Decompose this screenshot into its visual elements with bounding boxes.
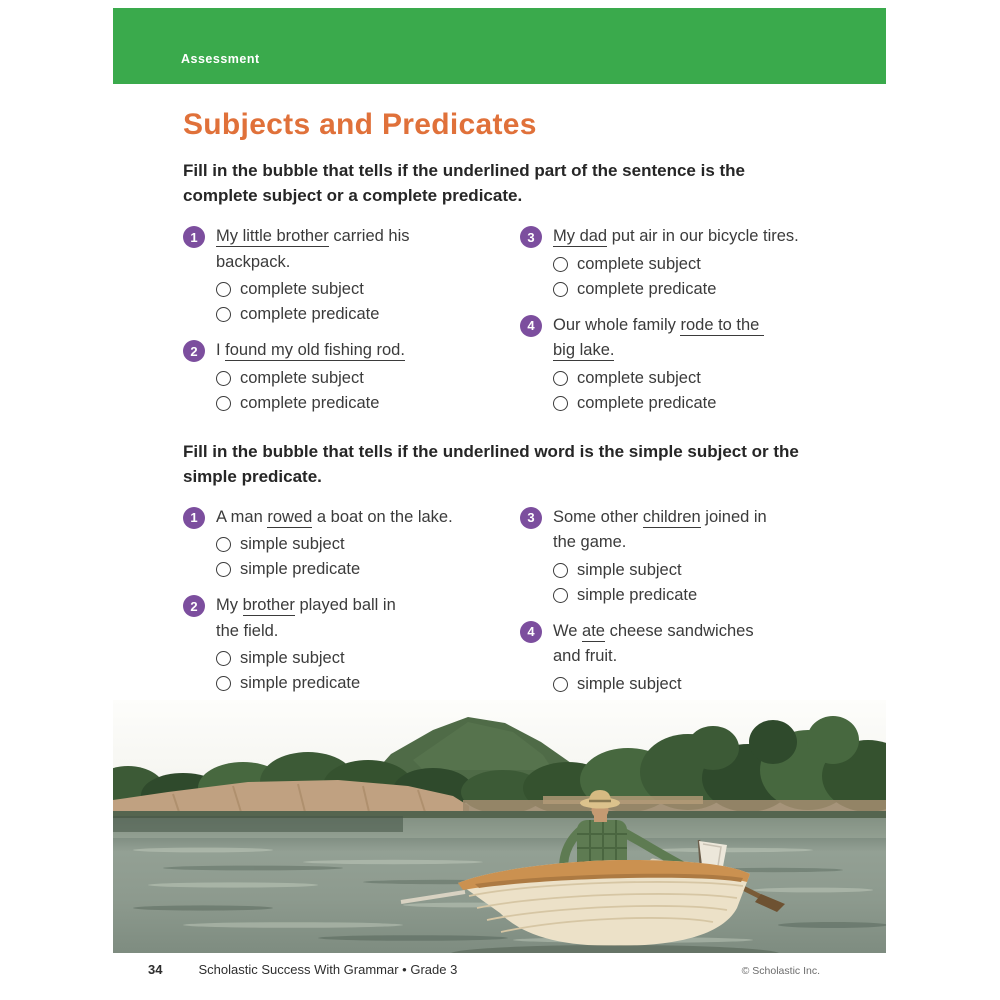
question-sentence [553, 313, 764, 364]
section2-right-column [520, 505, 851, 733]
question-sentence [216, 593, 396, 644]
question-number-badge: 4 [520, 315, 542, 337]
answer-option-label: complete subject [577, 254, 701, 273]
answer-option[interactable] [216, 277, 410, 302]
section1-questions [183, 224, 851, 427]
sentence-line [553, 530, 767, 556]
sentence-line [553, 313, 764, 339]
sentence-text: played ball in [294, 596, 396, 614]
radio-bubble-icon[interactable] [553, 282, 568, 297]
answer-options [553, 366, 764, 416]
sentence-text: and fruit. [553, 647, 618, 665]
underlined-phrase: brother [242, 596, 295, 614]
question-number-badge: 2 [183, 340, 205, 362]
sentence-text: carried his [328, 227, 410, 245]
answer-option[interactable] [216, 646, 396, 671]
question-sentence [216, 224, 410, 275]
section2-left-column [183, 505, 520, 733]
answer-option-label: simple predicate [240, 560, 361, 578]
answer-option-label: simple subject [240, 535, 345, 553]
answer-option[interactable] [553, 366, 764, 391]
question-sentence [216, 505, 453, 531]
sentence-line [216, 505, 453, 531]
question-body [553, 313, 764, 416]
question [183, 593, 520, 696]
sentence-text: I [216, 341, 226, 359]
underlined-phrase: big lake. [553, 341, 615, 359]
radio-bubble-icon[interactable] [216, 676, 231, 691]
question-number-badge: 2 [183, 595, 205, 617]
underlined-phrase: children [642, 507, 701, 526]
question-sentence [553, 505, 767, 556]
answer-option-label: complete predicate [577, 393, 717, 412]
answer-option-label: complete predicate [240, 393, 380, 412]
worksheet-content [183, 108, 851, 733]
answer-option[interactable] [216, 366, 405, 391]
answer-options [216, 366, 405, 416]
radio-bubble-icon[interactable] [216, 537, 231, 552]
sentence-line [216, 250, 410, 276]
underlined-phrase: ate [582, 621, 605, 640]
answer-options [553, 252, 799, 302]
question [183, 505, 520, 583]
sentence-line [216, 224, 410, 250]
answer-option-label: complete predicate [577, 279, 717, 298]
radio-bubble-icon[interactable] [553, 371, 568, 386]
section1-left-column [183, 224, 520, 427]
question-body [216, 505, 453, 583]
question [183, 338, 520, 416]
underlined-phrase: rode to the [680, 315, 764, 334]
question [520, 224, 851, 302]
underlined-phrase: My dad [553, 227, 608, 245]
sentence-line [216, 619, 396, 645]
radio-bubble-icon[interactable] [553, 396, 568, 411]
answer-option[interactable] [553, 277, 799, 302]
sentence-text: A man [216, 507, 268, 526]
section2-instructions: Fill in the bubble that tells if the underlined word is the simple subject or the simple predicate. [183, 441, 799, 486]
answer-option-label: complete subject [240, 280, 364, 298]
sentence-line [553, 619, 754, 645]
answer-options [553, 558, 767, 608]
assessment-header-band [113, 8, 886, 84]
page-title: Subjects and Predicates [183, 108, 537, 141]
question-number-badge: 1 [183, 226, 205, 248]
answer-option[interactable] [553, 558, 767, 583]
answer-option-label: simple predicate [577, 585, 698, 604]
answer-option[interactable] [216, 532, 453, 557]
sentence-text: put air in our bicycle tires. [607, 227, 799, 245]
answer-options [216, 532, 453, 582]
sentence-line [216, 593, 396, 619]
sentence-text: My [216, 596, 243, 614]
sentence-text: the game. [553, 533, 627, 551]
answer-option-label: complete subject [240, 368, 364, 387]
answer-option[interactable] [553, 391, 764, 416]
radio-bubble-icon[interactable] [216, 651, 231, 666]
page-footer [113, 962, 886, 977]
question-body [553, 224, 799, 302]
assessment-label: Assessment [181, 52, 260, 66]
question-body [216, 338, 405, 416]
question-number-badge: 1 [183, 507, 205, 529]
sentence-line [553, 224, 799, 250]
radio-bubble-icon[interactable] [553, 563, 568, 578]
book-title: Scholastic Success With Grammar • Grade 3 [198, 962, 458, 977]
answer-option-label: complete subject [577, 368, 701, 387]
radio-bubble-icon[interactable] [553, 588, 568, 603]
answer-option[interactable] [216, 391, 405, 416]
radio-bubble-icon[interactable] [553, 677, 568, 692]
answer-options [216, 646, 396, 696]
sentence-text: Some other [553, 507, 643, 526]
section2-questions [183, 505, 851, 733]
lake-rowboat-photo [113, 700, 886, 953]
sentence-line [553, 505, 767, 531]
sentence-text: Our whole family [553, 315, 681, 334]
radio-bubble-icon[interactable] [216, 396, 231, 411]
answer-option[interactable] [553, 252, 799, 277]
question-sentence [553, 619, 754, 670]
question-body [216, 593, 396, 696]
question-body [216, 224, 410, 327]
answer-option[interactable] [216, 671, 396, 696]
question-sentence [216, 338, 405, 364]
sentence-text: backpack. [216, 252, 291, 271]
sentence-text: We [553, 621, 583, 640]
radio-bubble-icon[interactable] [553, 257, 568, 272]
question-number-badge: 3 [520, 226, 542, 248]
answer-option[interactable] [553, 672, 754, 697]
answer-option[interactable] [216, 557, 453, 582]
sentence-text: a boat on the lake. [312, 507, 453, 526]
sentence-text: joined in [700, 507, 767, 526]
section1-instructions: Fill in the bubble that tells if the underlined part of the sentence is the complete subject or a complete predicate. [183, 161, 745, 205]
question-number-badge: 3 [520, 507, 542, 529]
answer-option-label: simple subject [577, 560, 682, 579]
answer-option-label: complete predicate [240, 305, 380, 323]
question-body [553, 505, 767, 608]
question [520, 505, 851, 608]
underlined-phrase: My little brother [216, 227, 329, 245]
radio-bubble-icon[interactable] [216, 562, 231, 577]
section1-right-column [520, 224, 851, 427]
question [520, 313, 851, 416]
answer-option-label: simple subject [240, 649, 345, 667]
sentence-text: the field. [216, 621, 279, 640]
underlined-phrase: found my old fishing rod. [225, 341, 405, 359]
radio-bubble-icon[interactable] [216, 282, 231, 297]
underlined-phrase: rowed [267, 507, 313, 526]
answer-options [216, 277, 410, 327]
question-number-badge: 4 [520, 621, 542, 643]
sentence-text: cheese sandwiches [604, 621, 754, 640]
answer-option[interactable] [216, 302, 410, 327]
answer-option-label: simple subject [577, 674, 682, 693]
sentence-line [216, 338, 405, 364]
page-number: 34 [148, 962, 163, 977]
sentence-line [553, 644, 754, 670]
answer-option[interactable] [553, 583, 767, 608]
question-sentence [553, 224, 799, 250]
answer-option-label: simple predicate [240, 674, 361, 692]
radio-bubble-icon[interactable] [216, 307, 231, 322]
radio-bubble-icon[interactable] [216, 371, 231, 386]
copyright-text: © Scholastic Inc. [741, 965, 820, 977]
sentence-line [553, 338, 764, 364]
question [183, 224, 520, 327]
